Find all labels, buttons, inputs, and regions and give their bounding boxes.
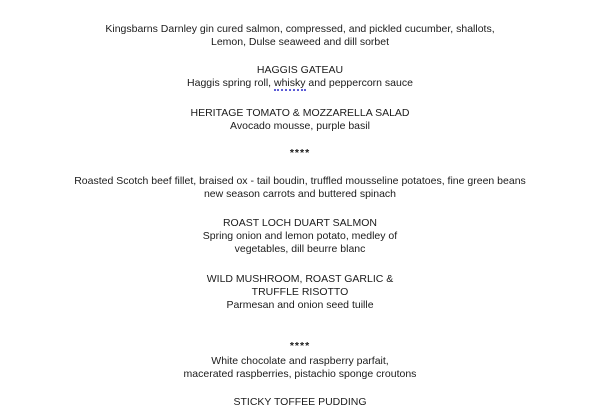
- dish-title: HERITAGE TOMATO & MOZZARELLA SALAD: [190, 107, 410, 119]
- course-separator: ****: [289, 147, 311, 159]
- course-separator: ****: [289, 340, 311, 352]
- dish-description: new season carrots and buttered spinach: [203, 188, 397, 200]
- dish-title: TRUFFLE RISOTTO: [251, 286, 349, 298]
- dish-title: STICKY TOFFEE PUDDING: [233, 396, 367, 408]
- dish-description: Spring onion and lemon potato, medley of: [202, 230, 398, 242]
- description-text: Haggis spring roll,: [187, 77, 274, 89]
- description-text: and peppercorn sauce: [305, 77, 413, 89]
- dish-description: White chocolate and raspberry parfait,: [211, 355, 389, 367]
- spellcheck-word: whisky: [274, 77, 306, 89]
- dish-title: ROAST LOCH DUART SALMON: [222, 217, 378, 229]
- dish-description: Kingsbarns Darnley gin cured salmon, compressed, and pickled cucumber, shallots,: [105, 23, 495, 35]
- dish-description: Lemon, Dulse seaweed and dill sorbet: [210, 36, 390, 48]
- dish-description: macerated raspberries, pistachio sponge croutons: [183, 368, 417, 380]
- dish-title: WILD MUSHROOM, ROAST GARLIC &: [206, 273, 394, 285]
- dish-description: Avocado mousse, purple basil: [230, 120, 370, 132]
- dish-description: [0, 77, 600, 90]
- dish-description: Parmesan and onion seed tuille: [226, 299, 374, 311]
- dish-title: HAGGIS GATEAU: [256, 64, 344, 76]
- dish-description: Roasted Scotch beef fillet, braised ox - tail boudin, truffled mousseline potatoes, fine green beans: [74, 175, 526, 187]
- dish-description: vegetables, dill beurre blanc: [234, 243, 366, 255]
